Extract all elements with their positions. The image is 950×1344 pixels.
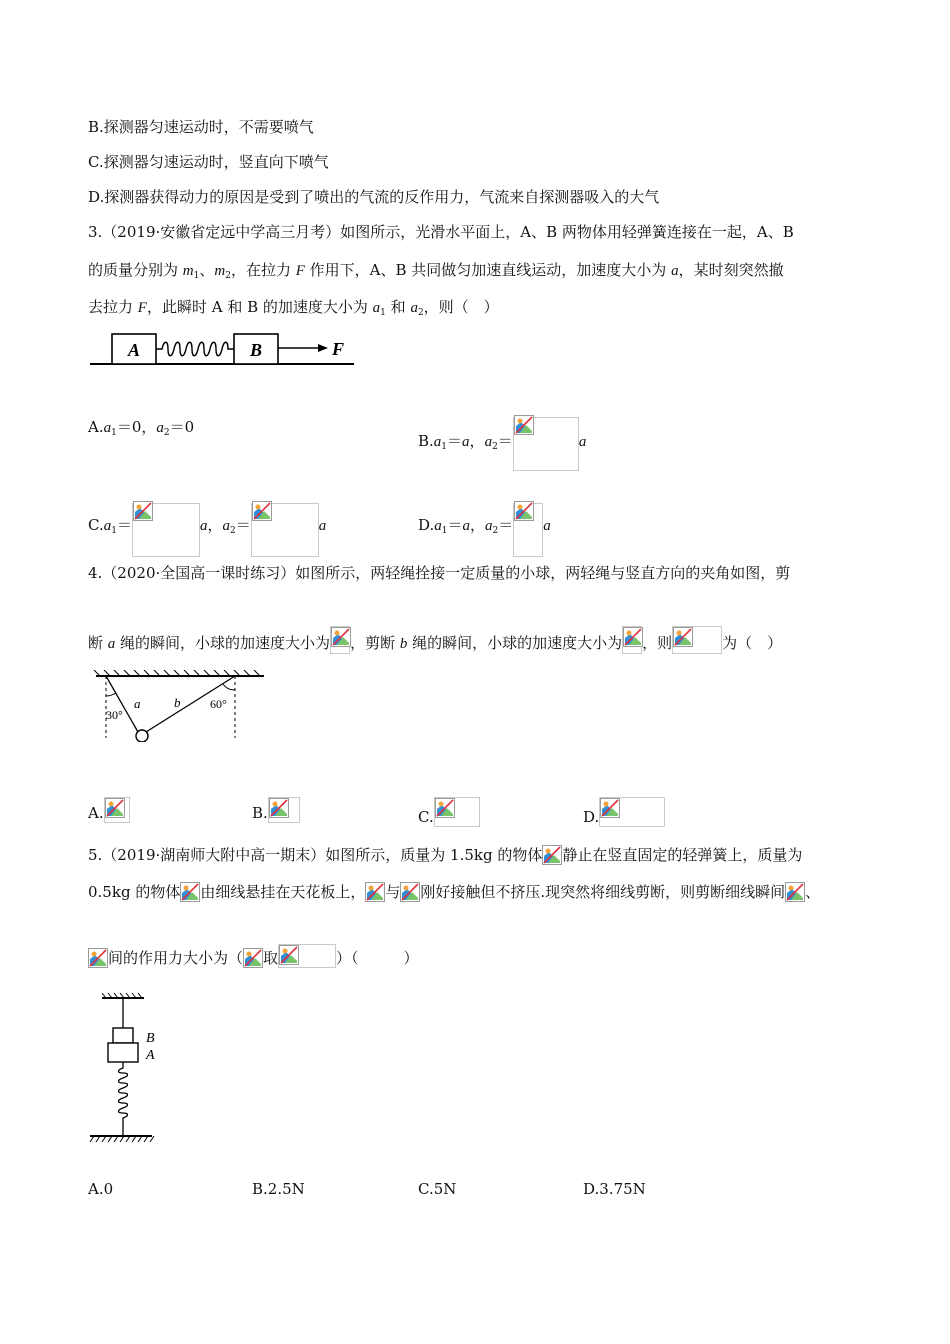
rope-a-label: a <box>134 696 141 711</box>
rope-b-label: b <box>174 695 181 710</box>
q4-option-d[interactable]: D. <box>583 797 665 827</box>
q3-line1: 3.（2019·安徽省定远中学高三月考）如图所示，光滑水平面上，A、B 两物体用轻弹簧连接在一起，A、B <box>88 223 794 241</box>
formula-image <box>599 797 665 827</box>
label-b: B <box>250 340 263 360</box>
ball <box>136 730 148 742</box>
spring <box>156 342 234 356</box>
q4-line2: 断 a 绳的瞬间，小球的加速度大小为 ，剪断 b 绳的瞬间，小球的加速度大小为 ，则 为（ ） <box>88 626 782 654</box>
q5-option-a[interactable]: A.0 <box>88 1180 114 1198</box>
block-a <box>108 1043 138 1062</box>
formula-image <box>104 797 130 823</box>
q5-option-d[interactable]: D.3.75N <box>583 1180 646 1198</box>
formula-image <box>268 797 300 823</box>
q5-option-b[interactable]: B.2.5N <box>252 1180 305 1198</box>
formula-image <box>278 944 336 968</box>
fraction-image <box>132 503 200 557</box>
label-b: B <box>146 1031 155 1046</box>
q4-line1: 4.（2020·全国高一课时练习）如图所示，两轻绳拴接一定质量的小球，两轻绳与竖直方向的夹角如图，剪 <box>88 564 791 582</box>
fraction-image <box>513 417 579 471</box>
q5-option-c[interactable]: C.5N <box>418 1180 457 1198</box>
q3-spring-figure <box>88 328 358 368</box>
option-d-prev: D.探测器获得动力的原因是受到了喷出的气流的反作用力，气流来自探测器吸入的大气 <box>88 188 660 206</box>
block-b <box>113 1028 133 1043</box>
q3-option-b[interactable]: $B.a_1=a$，$a_2=$ a <box>418 417 586 457</box>
q5-line3: 间的作用力大小为（ 取 ）（ ） <box>88 944 419 968</box>
fraction-image <box>251 503 319 557</box>
formula-image <box>622 626 642 654</box>
q3-line3: 去拉力 F，此瞬时 A 和 B 的加速度大小为 $a_1$ 和 $a_2$，则（ ） <box>88 298 499 318</box>
q3-option-c[interactable]: $C.a_1=$ a，$a_2=$ a <box>88 503 326 541</box>
formula-image <box>542 845 562 865</box>
formula-image <box>672 626 722 654</box>
formula-image <box>434 797 480 827</box>
q4-option-c[interactable]: C. <box>418 797 480 827</box>
formula-image <box>88 948 108 968</box>
formula-image <box>180 882 200 902</box>
q5-spring-figure <box>88 990 168 1145</box>
q5-line2: 0.5kg 的物体 由细线悬挂在天花板上， 与 刚好接触但不挤压.现突然将细线剪断，则剪断细线瞬间 、 <box>88 883 821 901</box>
q3-option-a[interactable]: $A.a_1=0$，$a_2=0$ <box>88 418 195 438</box>
angle-30: 30° <box>106 708 123 722</box>
spring <box>119 1062 128 1136</box>
formula-image <box>400 882 420 902</box>
option-b-prev: B.探测器匀速运动时，不需要喷气 <box>88 118 314 136</box>
angle-60: 60° <box>210 697 227 711</box>
label-f: F <box>332 339 345 359</box>
q4-rope-figure <box>92 670 272 742</box>
q4-option-a[interactable]: A. <box>88 797 130 823</box>
q3-line2: 的质量分别为 $m_1$、$m_2$，在拉力 F 作用下，A、B 共同做匀加速直线运动，加速度大小为 a，某时刻突然撤 <box>88 261 784 281</box>
q5-line1: 5.（2019·湖南师大附中高一期末）如图所示，质量为 1.5kg 的物体 静止在竖直固定的轻弹簧上，质量为 <box>88 846 803 864</box>
formula-image <box>365 882 385 902</box>
q3-option-d[interactable]: $D.a_1=a$，$a_2=$ a <box>418 503 551 541</box>
q4-option-b[interactable]: B. <box>252 797 300 823</box>
option-c-prev: C.探测器匀速运动时，竖直向下喷气 <box>88 153 329 171</box>
label-a: A <box>128 340 141 360</box>
formula-image <box>330 626 350 654</box>
label-a: A <box>146 1048 155 1063</box>
formula-image <box>243 948 263 968</box>
formula-image <box>785 882 805 902</box>
fraction-image <box>513 503 543 557</box>
